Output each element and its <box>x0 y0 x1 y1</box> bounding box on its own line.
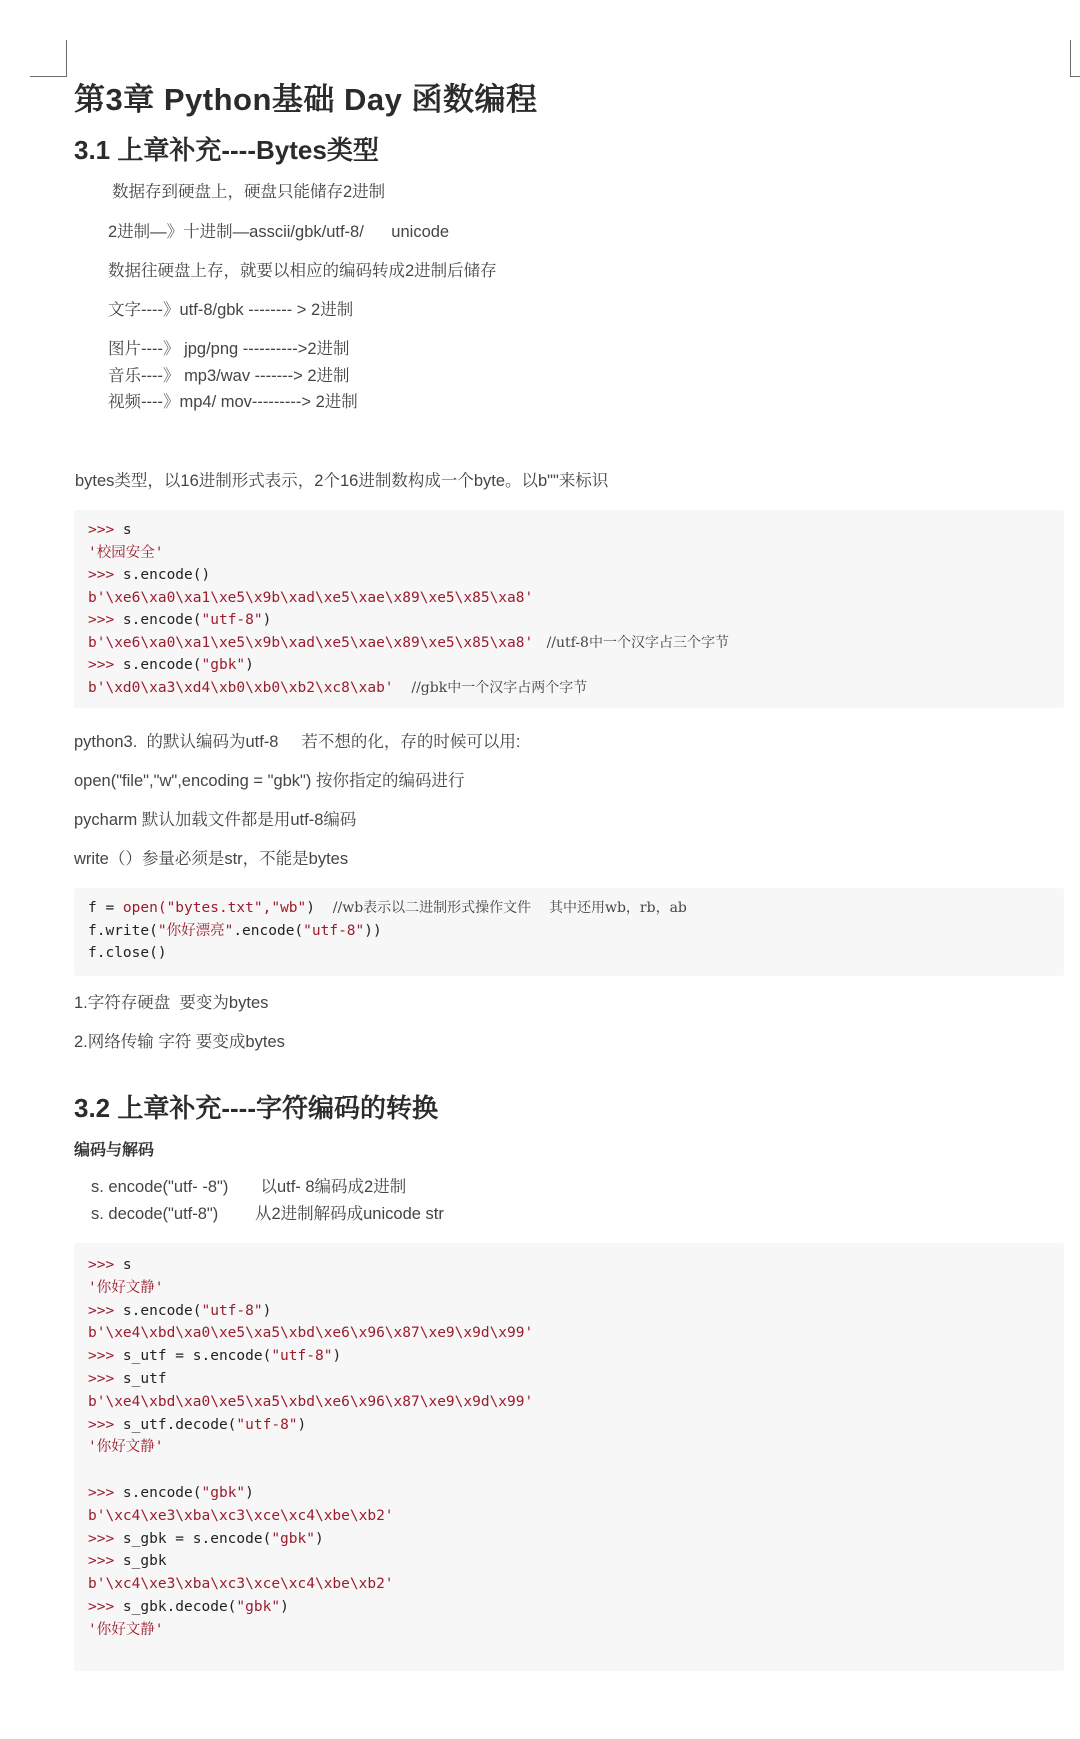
code-string: b'\xe4\xbd\xa0\xe5\xa5\xbd\xe6\x96\x87\xe9\x9d\x99' <box>88 1393 534 1410</box>
code-string: '你好文静' <box>88 1439 164 1456</box>
code-text: s_gbk = s.encode( <box>122 1530 272 1547</box>
code-text: s_utf <box>122 1371 167 1387</box>
code-string: "你好漂亮" <box>157 922 234 939</box>
code-string: '校园安全' <box>88 544 164 561</box>
code-string: "utf-8" <box>271 1348 333 1365</box>
code-string: b'\xe4\xbd\xa0\xe5\xa5\xbd\xe6\x96\x87\xe9\x9d\x99' <box>88 1325 534 1342</box>
paragraph: python3. 的默认编码为utf-8 若不想的化，存的时候可以用: <box>74 733 521 751</box>
code-text: ) <box>297 1416 307 1433</box>
code-line <box>88 1278 163 1298</box>
code-text: s.encode( <box>122 657 202 673</box>
code-line <box>88 610 271 630</box>
code-text: s_gbk <box>122 1553 167 1570</box>
code-line <box>88 1415 306 1435</box>
code-text: s_utf.decode( <box>122 1416 237 1433</box>
code-string: b'\xe6\xa0\xa1\xe5\x9b\xad\xe5\xae\x89\xe5\x85\xa8' <box>88 589 534 606</box>
paragraph: 图片----》 jpg/png ---------->2进制 <box>108 340 350 358</box>
code-line <box>88 1529 324 1549</box>
chapter-title: 第3章 Python基础 Day 函数编程 <box>74 82 538 117</box>
code-line <box>88 1369 167 1389</box>
code-string: "utf-8" <box>236 1416 298 1433</box>
code-string: "utf-8" <box>201 612 263 628</box>
code-string: "gbk" <box>201 1485 246 1501</box>
code-text: s_gbk.decode( <box>122 1599 237 1615</box>
code-text: s_utf = s.encode( <box>122 1348 272 1365</box>
code-prompt: >>> <box>88 1348 123 1365</box>
paragraph: 视频----》mp4/ mov---------> 2进制 <box>108 393 358 411</box>
code-text: f = <box>88 900 123 916</box>
code-prompt: >>> <box>88 1257 123 1273</box>
code-prompt: >>> <box>88 1371 123 1387</box>
code-line <box>88 898 687 918</box>
paragraph: open("file","w",encoding = "gbk") 按你指定的编码进行 <box>74 772 465 790</box>
page-corner-mark-right <box>1070 40 1080 77</box>
code-text: ) <box>262 1302 272 1319</box>
code-line <box>88 1323 533 1343</box>
code-line <box>88 588 533 608</box>
code-line <box>88 678 587 698</box>
paragraph: pycharm 默认加载文件都是用utf-8编码 <box>74 811 357 829</box>
code-text: .encode( <box>233 922 304 939</box>
paragraph: write（）参量必须是str，不能是bytes <box>74 850 349 868</box>
code-prompt: >>> <box>88 1485 123 1501</box>
code-text: s <box>122 1257 132 1273</box>
code-string: "utf-8" <box>201 1302 263 1319</box>
code-text: ) <box>280 1599 289 1615</box>
code-text: s.encode( <box>122 1302 202 1319</box>
code-prompt: >>> <box>88 567 123 583</box>
code-prompt: >>> <box>88 657 123 673</box>
paragraph: s. encode("utf- -8") 以utf- 8编码成2进制 <box>91 1178 407 1196</box>
code-text: ) <box>314 1530 324 1547</box>
code-prompt: >>> <box>88 522 123 538</box>
code-prompt: >>> <box>88 1530 123 1547</box>
code-line <box>88 943 167 963</box>
code-text: ) <box>306 900 315 916</box>
code-comment: //wb表示以二进制形式操作文件 其中还用wb，rb，ab <box>315 900 687 916</box>
code-text: s.encode( <box>122 1485 202 1501</box>
paragraph: s. decode("utf-8") 从2进制解码成unicode str <box>91 1205 444 1223</box>
code-line <box>88 633 729 653</box>
code-string: "gbk" <box>201 657 246 673</box>
code-line <box>88 520 132 540</box>
code-text: s <box>122 522 132 538</box>
code-prompt: >>> <box>88 1553 123 1570</box>
code-text: f.write( <box>88 922 158 939</box>
code-prompt: >>> <box>88 1416 123 1433</box>
code-text: f.close() <box>88 945 167 961</box>
code-string: "utf-8" <box>303 922 365 939</box>
code-line <box>88 655 254 675</box>
paragraph: 文字----》utf-8/gbk -------- > 2进制 <box>108 301 354 319</box>
code-text: )) <box>364 922 382 939</box>
code-line <box>88 1597 289 1617</box>
paragraph: 1.字符存硬盘 要变为bytes <box>74 994 269 1012</box>
code-block-encode-decode <box>74 1243 1064 1671</box>
code-string: '你好文静' <box>88 1279 164 1296</box>
code-text: ) <box>262 612 272 628</box>
code-line <box>88 1506 394 1526</box>
page-corner-mark-left <box>30 40 67 77</box>
code-comment: //gbk中一个汉字占两个字节 <box>393 679 588 696</box>
code-text: s.encode() <box>122 567 211 583</box>
bytes-intro: bytes类型，以16进制形式表示，2个16进制数构成一个byte。以b""来标识 <box>75 472 609 490</box>
code-string: "gbk" <box>271 1530 315 1547</box>
section-title-3-2: 3.2 上章补充----字符编码的转换 <box>74 1093 439 1123</box>
code-text: ) <box>332 1348 342 1365</box>
code-string: '你好文静' <box>88 1621 164 1638</box>
code-prompt: >>> <box>88 1599 123 1615</box>
code-line <box>88 1437 163 1457</box>
code-line <box>88 1574 394 1594</box>
code-text: s.encode( <box>122 612 202 628</box>
code-block-write-file <box>74 888 1064 976</box>
code-text: ) <box>245 1485 254 1501</box>
code-string: b'\xc4\xe3\xba\xc3\xce\xc4\xbe\xb2' <box>88 1576 394 1593</box>
code-line <box>88 1551 167 1571</box>
code-line <box>88 1346 341 1366</box>
paragraph: 2.网络传输 字符 要变成bytes <box>74 1033 285 1051</box>
subsection-title: 编码与解码 <box>74 1142 155 1159</box>
code-builtin: open( <box>122 900 167 916</box>
code-block-bytes-encode <box>74 510 1064 708</box>
paragraph: 音乐----》 mp3/wav -------> 2进制 <box>108 367 350 385</box>
paragraph: 数据存到硬盘上，硬盘只能储存2进制 <box>112 183 386 201</box>
code-line <box>88 543 163 563</box>
code-string: "bytes.txt","wb" <box>166 900 307 916</box>
section-title-3-1: 3.1 上章补充----Bytes类型 <box>74 135 379 165</box>
code-string: b'\xe6\xa0\xa1\xe5\x9b\xad\xe5\xae\x89\xe5\x85\xa8' <box>88 634 534 651</box>
code-prompt: >>> <box>88 1302 123 1319</box>
code-string: b'\xd0\xa3\xd4\xb0\xb0\xb2\xc8\xab' <box>88 679 394 696</box>
code-line <box>88 565 210 585</box>
code-line <box>88 1301 271 1321</box>
code-line <box>88 1255 132 1275</box>
code-string: "gbk" <box>236 1599 281 1615</box>
code-line <box>88 921 382 941</box>
code-line <box>88 1392 533 1412</box>
code-prompt: >>> <box>88 612 123 628</box>
code-line <box>88 1483 254 1503</box>
code-line <box>88 1620 163 1640</box>
paragraph: 数据往硬盘上存，就要以相应的编码转成2进制后储存 <box>108 262 497 280</box>
code-text: ) <box>245 657 254 673</box>
paragraph: 2进制—》十进制—asscii/gbk/utf-8/ unicode <box>108 223 450 241</box>
code-string: b'\xc4\xe3\xba\xc3\xce\xc4\xbe\xb2' <box>88 1507 394 1524</box>
code-comment: //utf-8中一个汉字占三个字节 <box>533 634 729 651</box>
